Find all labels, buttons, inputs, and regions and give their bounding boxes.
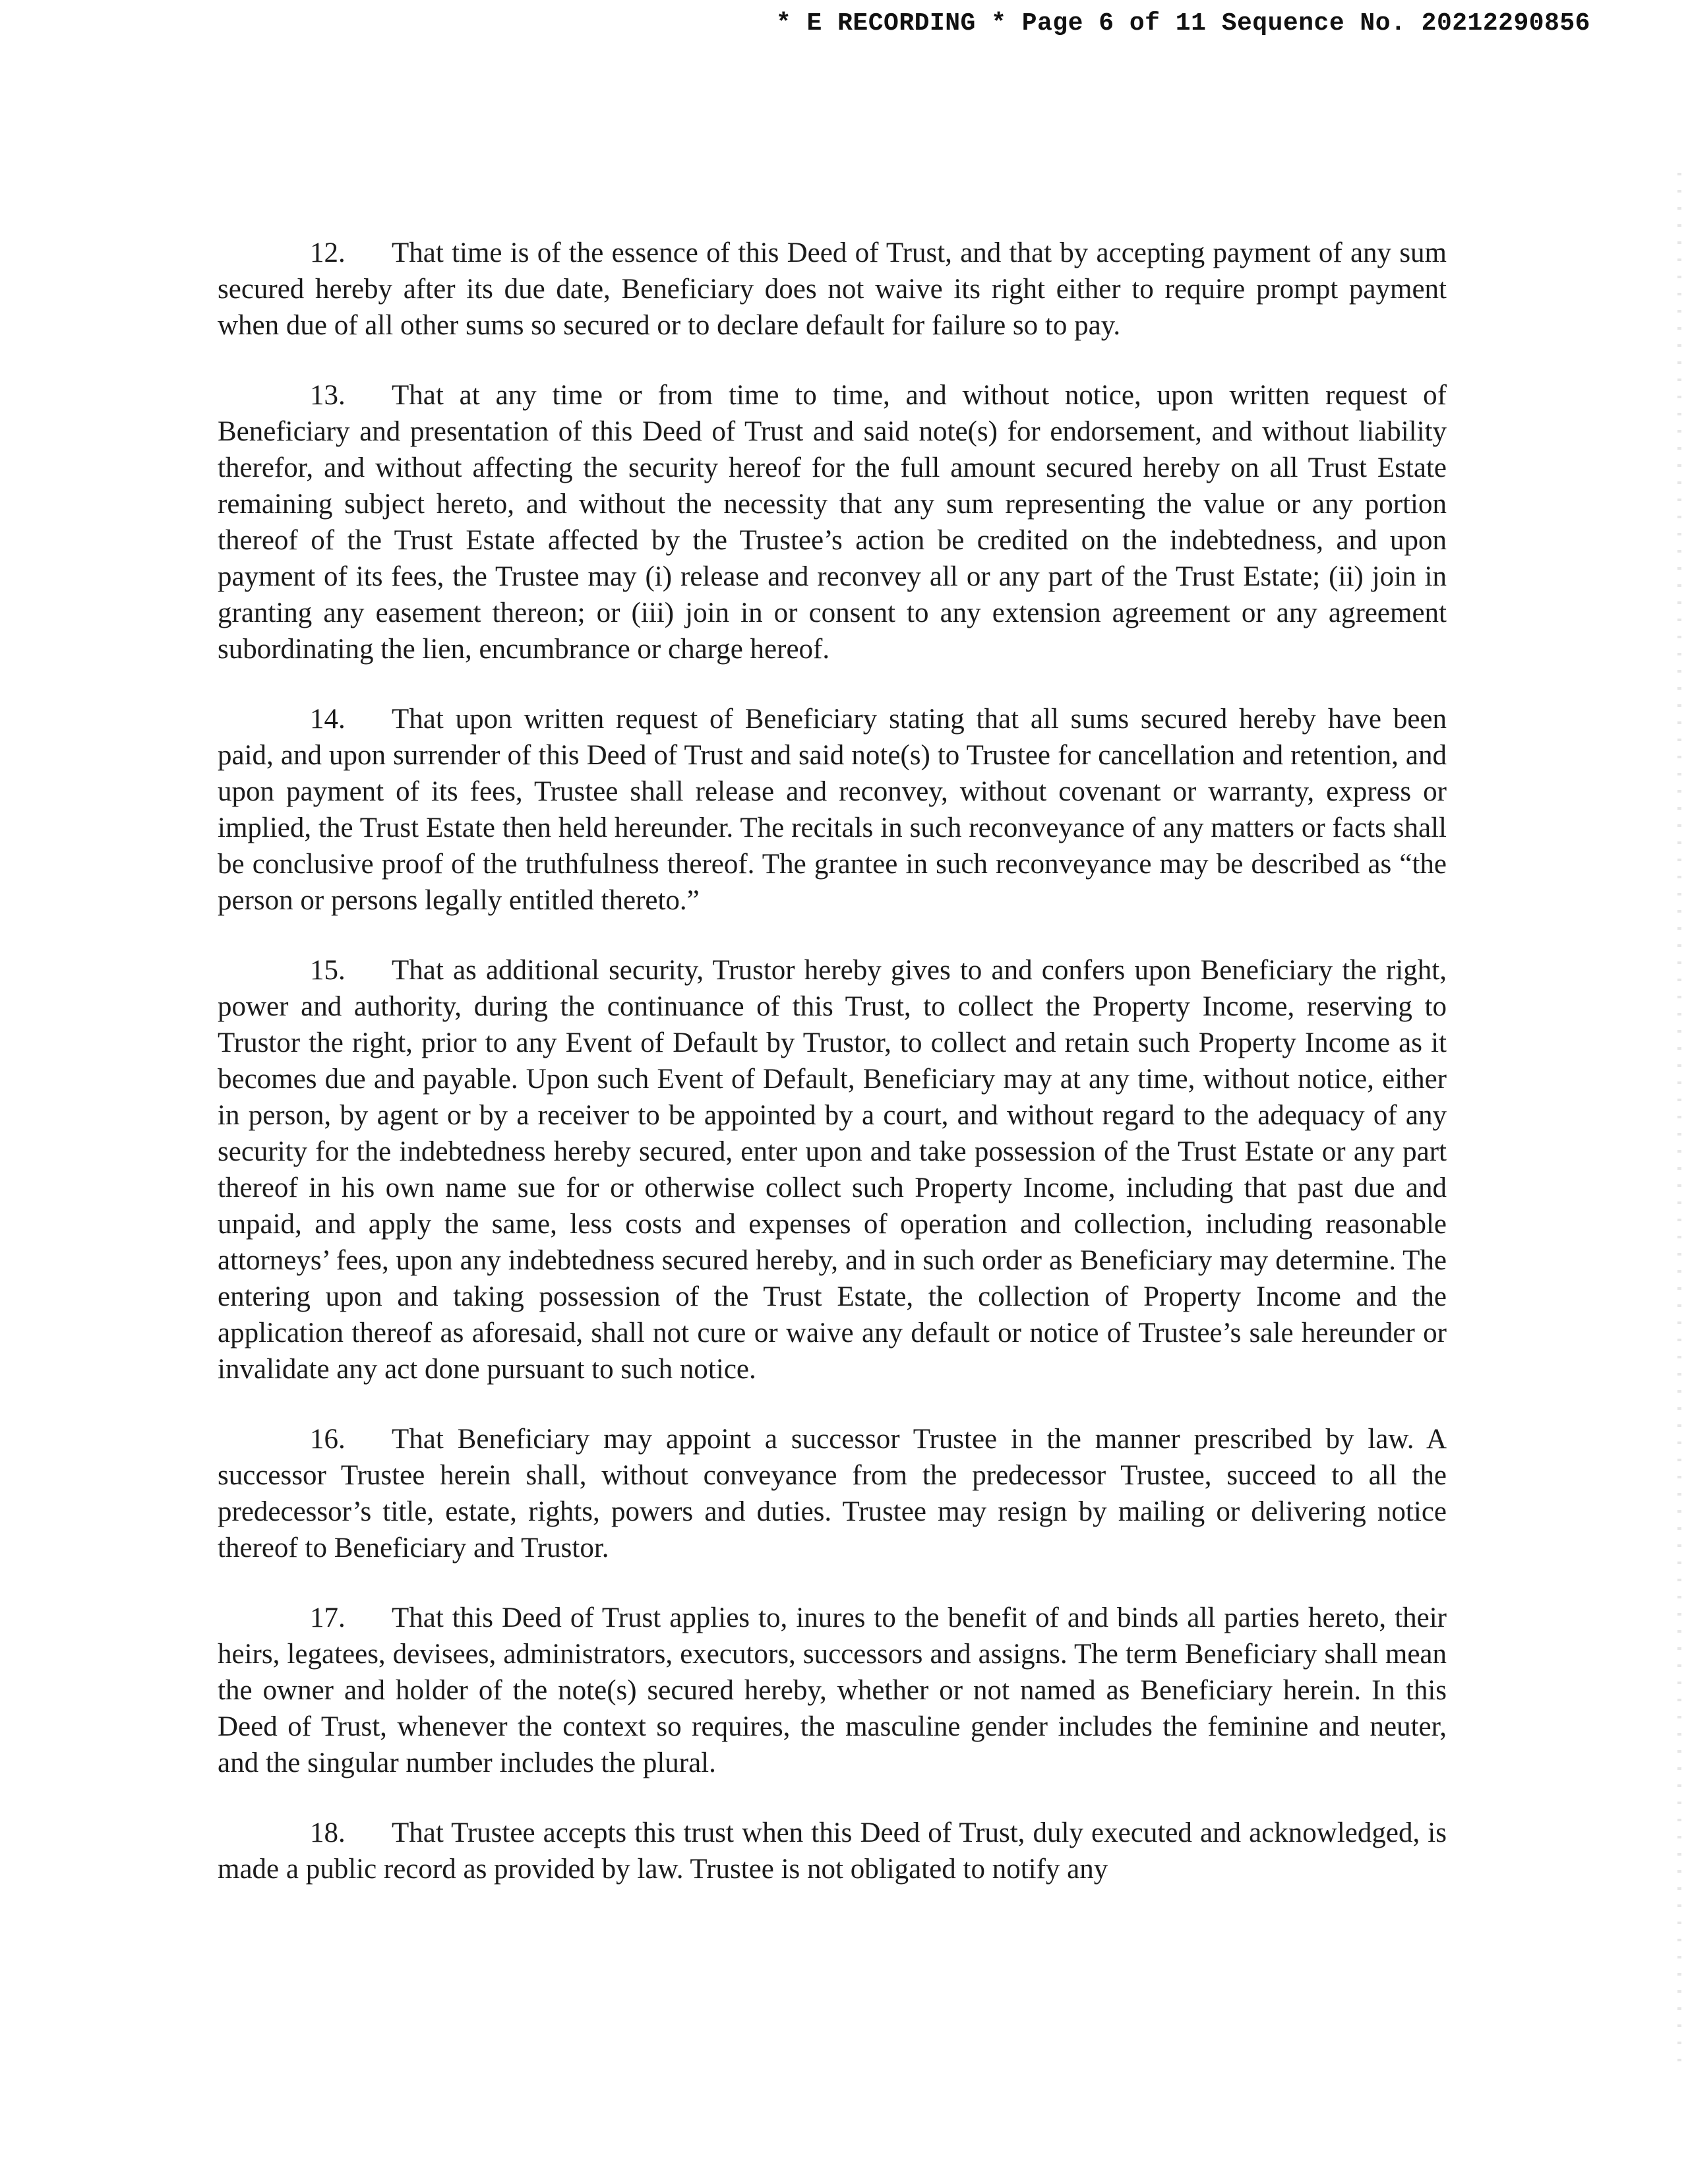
scan-margin-artifact bbox=[1677, 158, 1681, 2071]
paragraph-number: 14. bbox=[310, 704, 346, 735]
paragraph-16 bbox=[218, 1421, 1447, 1566]
paragraph-text: That as additional security, Trustor hereby gives to and confers upon Beneficiary the right, power and authority, during the continuance of this Trust, to collect the Property Income, reserving to Trustor the right, prior to any Event of Default by Trustor, to collect and retain such Property Income as it becomes due and payable. Upon such Event of Default, Beneficiary may at any time, without notice, either in person, by agent or by a receiver to be appointed by a court, and without regard to the adequacy of any security for the indebtedness hereby secured, enter upon and take possession of the Trust Estate or any part thereof in his own name sue for or otherwise collect such Property Income, including that past due and unpaid, and apply the same, less costs and expenses of operation and collection, including reasonable attorneys’ fees, upon any indebtedness secured hereby, and in such order as Beneficiary may determine. The entering upon and taking possession of the Trust Estate, the collection of Property Income and the application thereof as aforesaid, shall not cure or waive any default or notice of Trustee’s sale hereunder or invalidate any act done pursuant to such notice. bbox=[218, 955, 1447, 1385]
paragraph-number: 16. bbox=[310, 1424, 346, 1455]
paragraph-13 bbox=[218, 377, 1447, 667]
paragraph-12 bbox=[218, 235, 1447, 344]
paragraph-18 bbox=[218, 1815, 1447, 1887]
paragraph-text: That Beneficiary may appoint a successor Trustee in the manner prescribed by law. A successor Trustee herein shall, without conveyance from the predecessor Trustee, succeed to all the predecessor’s title, estate, rights, powers and duties. Trustee may resign by mailing or delivering notice thereof to Beneficiary and Trustor. bbox=[218, 1424, 1447, 1563]
paragraph-number: 12. bbox=[310, 237, 346, 268]
paragraph-text: That upon written request of Beneficiary stating that all sums secured hereby have been paid, and upon surrender of this Deed of Trust and said note(s) to Trustee for cancellation and retention, and upon payment of its fees, Trustee shall release and reconvey, without covenant or warranty, express or implied, the Trust Estate then held hereunder. The recitals in such reconveyance of any matters or facts shall be conclusive proof of the truthfulness thereof. The grantee in such reconveyance may be described as “the person or persons legally entitled thereto.” bbox=[218, 704, 1447, 916]
paragraph-number: 18. bbox=[310, 1817, 346, 1848]
paragraph-15 bbox=[218, 952, 1447, 1387]
paragraph-text: That at any time or from time to time, and without notice, upon written request of Beneficiary and presentation of this Deed of Trust and said note(s) for endorsement, and without liability therefor, and without affecting the security hereof for the full amount secured hereby on all Trust Estate remaining subject hereto, and without the necessity that any sum representing the value or any portion thereof of the Trust Estate affected by the Trustee’s action be credited on the indebtedness, and upon payment of its fees, the Trustee may (i) release and reconvey all or any part of the Trust Estate; (ii) join in granting any easement thereon; or (iii) join in or consent to any extension agreement or any agreement subordinating the lien, encumbrance or charge hereof. bbox=[218, 380, 1447, 665]
paragraph-text: That this Deed of Trust applies to, inures to the benefit of and binds all parties hereto, their heirs, legatees, devisees, administrators, executors, successors and assigns. The term Beneficiary shall mean the owner and holder of the note(s) secured hereby, whether or not named as Beneficiary herein. In this Deed of Trust, whenever the context so requires, the masculine gender includes the feminine and neuter, and the singular number includes the plural. bbox=[218, 1602, 1447, 1778]
recording-header: * E RECORDING * Page 6 of 11 Sequence No. 20212290856 bbox=[775, 9, 1590, 38]
paragraph-14 bbox=[218, 701, 1447, 919]
paragraph-number: 15. bbox=[310, 955, 346, 986]
paragraph-17 bbox=[218, 1600, 1447, 1781]
paragraph-text: That Trustee accepts this trust when this Deed of Trust, duly executed and acknowledged, is made a public record as provided by law. Trustee is not obligated to notify any bbox=[218, 1817, 1447, 1885]
paragraph-number: 17. bbox=[310, 1602, 346, 1633]
document-body bbox=[218, 235, 1447, 1921]
paragraph-number: 13. bbox=[310, 380, 346, 411]
paragraph-text: That time is of the essence of this Deed of Trust, and that by accepting payment of any sum secured hereby after its due date, Beneficiary does not waive its right either to require prompt payment when due of all other sums so secured or to declare default for failure so to pay. bbox=[218, 237, 1447, 341]
